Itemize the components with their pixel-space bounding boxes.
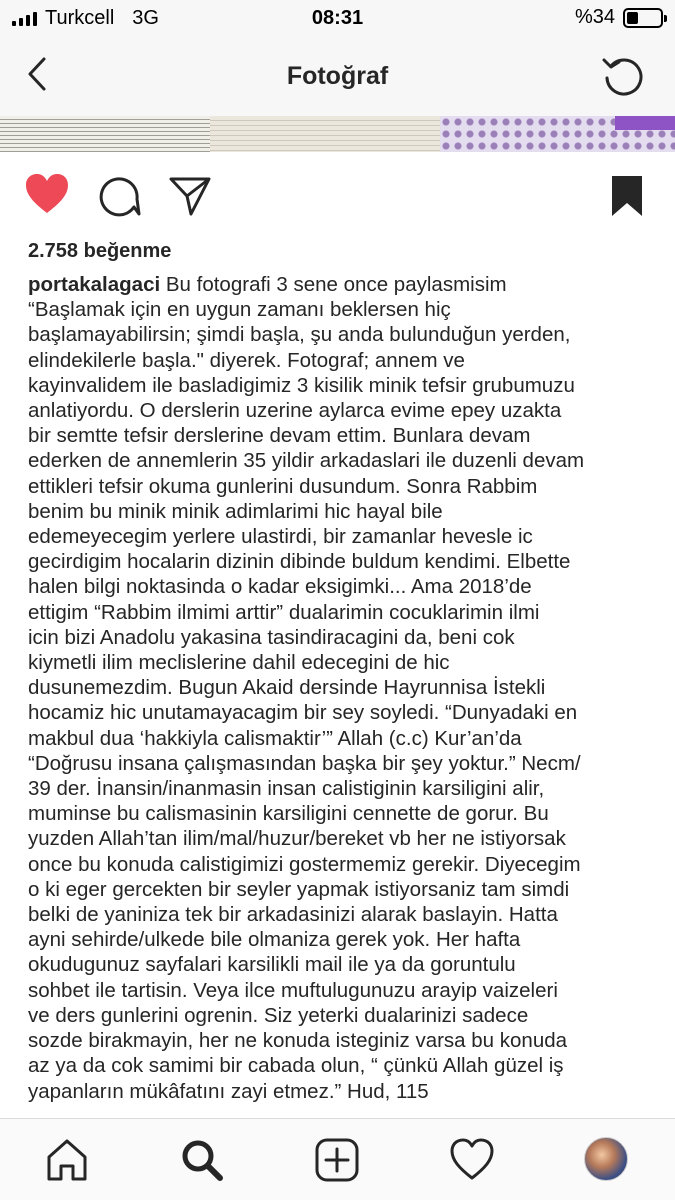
caption-line: ayni sehirde/ulkede bile olmaniza gerek yok. Her hafta	[28, 928, 521, 952]
photo-book-page	[0, 116, 210, 152]
caption-line: kiymetli ilim meclislerine dahil edecegini de hic	[28, 651, 450, 675]
caption-line: makbul dua ‘hakkiyla calismaktir’” Allah (c.c) Kur’an’da	[28, 726, 522, 750]
post-actions	[0, 170, 675, 226]
caption-first-line: Bu fotografi 3 sene once paylasmisim	[165, 273, 507, 296]
caption-line: icin bizi Anadolu yakasina tasindiracagini da, beni cok	[28, 625, 515, 649]
caption-line: 39 der. İnansin/inanmasin insan calistiginin karsiligini alir,	[28, 777, 545, 801]
caption-line: sozde birakmayin, her ne konuda isteginiz varsa bu konuda	[28, 1029, 568, 1053]
caption-line: once bu konuda calistigimizi gostermemiz gerekir. Diyecegim	[28, 852, 581, 876]
photo-book-page-2	[210, 116, 440, 152]
caption-line: kayinvalidem ile basladigimiz 3 kisilik minik tefsir grubumuzu	[28, 373, 575, 397]
heart-filled-icon[interactable]	[24, 172, 70, 216]
caption-line: az ya da cok samimi bir cabada olun, “ çünkü Allah güzel iş	[28, 1054, 564, 1078]
caption-line: bir semtte tefsir derslerine devam ettim. Bunlara devam	[28, 424, 531, 448]
caption-line: yuzden Allah’tan ilim/mal/huzur/bereket vb her ne istiyorsak	[28, 827, 566, 851]
caption-line: ederken de annemlerin 35 yildir arkadaslari ile duzenli devam	[28, 449, 585, 473]
caption-line: ettigim “Rabbim ilmimi arttir” dualarimin cocuklarimin ilmi	[28, 600, 540, 624]
battery-percent: %34	[574, 6, 615, 28]
caption-line: “Doğrusu insana çalışmasından başka bir şey yoktur.” Necm/	[28, 751, 581, 775]
caption-line: benim bu minik minik adimlarimi hic hayal bile	[28, 499, 443, 523]
carrier-name: Turkcell	[45, 7, 115, 29]
post-photo[interactable]	[0, 116, 675, 152]
caption-line: halen bilgi noktasinda o kadar eksigimki... Ama 2018’de	[28, 575, 532, 599]
caption-line: o ki eger gercekten bir seyler yapmak istiyorsaniz tam simdi	[28, 877, 570, 901]
refresh-icon[interactable]	[599, 52, 647, 100]
like-count[interactable]: 2.758 beğenme	[28, 240, 172, 262]
tab-bar	[0, 1118, 675, 1200]
caption-line: edemeyecegim yerlere ulastirdi, bir zamanlar hevesle ic	[28, 525, 533, 549]
caption-body	[28, 297, 656, 1104]
nav-bar	[0, 38, 675, 116]
home-icon[interactable]	[44, 1137, 90, 1183]
battery-fill	[627, 12, 638, 24]
status-right	[575, 6, 663, 29]
clock: 08:31	[311, 7, 364, 29]
battery-icon	[623, 8, 663, 28]
caption-line: başlamayabilirsin; şimdi başla, şu anda bulunduğun yerden,	[28, 323, 571, 347]
caption-line: dusunemezdim. Bugun Akaid dersinde Hayrunnisa İstekli	[28, 676, 546, 700]
caption-line: sohbet ile tartisin. Veya ilce muftulugunuzu arayip vaizeleri	[28, 978, 558, 1002]
comment-icon[interactable]	[97, 174, 141, 218]
caption-line: hocamiz hic unutamayacagim bir sey soyledi. “Dunyadaki en	[28, 701, 578, 725]
caption-line: okudugunuz sayfalari karsilikli mail ile ya da goruntulu	[28, 953, 516, 977]
post-caption	[28, 272, 656, 1104]
caption-line: elindekilerle başla." diyerek. Fotograf; annem ve	[28, 348, 465, 372]
caption-line	[28, 272, 656, 297]
caption-line: “Başlamak için en uygun zamanı beklersen hiç	[28, 298, 451, 322]
caption-line: yapanların mükâfatını zayi etmez.” Hud, 115	[28, 1079, 429, 1103]
share-icon[interactable]	[168, 174, 212, 218]
status-bar	[0, 0, 675, 38]
caption-line: anlatiyordu. O derslerin uzerine aylarca evime epey uzakta	[28, 399, 562, 423]
caption-line: gecirdigim hocalarin dizinin dibinde buldum kendimi. Elbette	[28, 550, 571, 574]
caption-line: ettikleri tefsir okuma gunlerini dusundum. Sonra Rabbim	[28, 474, 538, 498]
activity-icon[interactable]	[449, 1137, 495, 1183]
new-post-icon[interactable]	[314, 1137, 360, 1183]
caption-line: muminse bu calismasinin karsiligini cennette de gorur. Bu	[28, 802, 549, 826]
caption-username[interactable]: portakalagaci	[28, 273, 161, 296]
search-icon[interactable]	[179, 1137, 225, 1183]
network-type: 3G	[132, 7, 159, 29]
bookmark-filled-icon[interactable]	[610, 174, 644, 218]
page-title: Fotoğraf	[286, 62, 389, 90]
caption-line: belki de yaniniza tek bir arkadasinizi alarak baslayin. Hatta	[28, 903, 558, 927]
caption-line: ve ders gunlerini ogrenin. Siz yeterki dualarinizi sadece	[28, 1003, 529, 1027]
profile-avatar[interactable]	[584, 1137, 628, 1181]
photo-purple-cloth	[615, 116, 675, 130]
